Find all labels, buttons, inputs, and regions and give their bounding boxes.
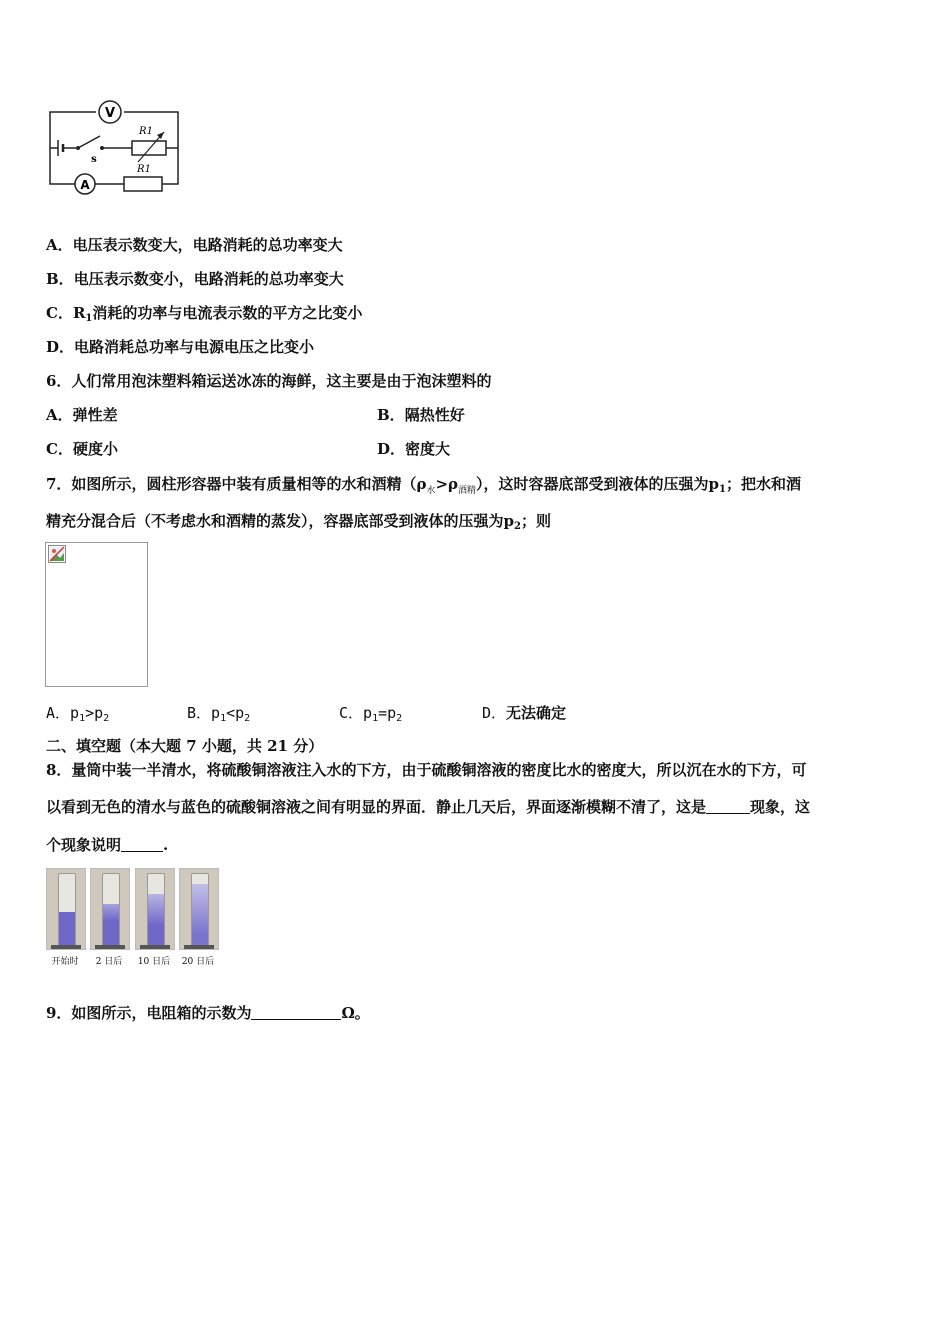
diffusion-photo-20days xyxy=(179,868,219,950)
q5-option-a[interactable]: A．电压表示数变大，电路消耗的总功率变大 xyxy=(46,236,343,254)
q8-blank-1[interactable] xyxy=(706,798,750,814)
q7-option-d[interactable]: D．无法确定 xyxy=(482,704,567,722)
caption-20days: 20 日后 xyxy=(181,957,215,967)
q9-blank[interactable] xyxy=(251,1004,341,1020)
q7-image-placeholder xyxy=(45,542,148,687)
q7-option-a[interactable]: A．$p_1>p_2$ xyxy=(46,704,110,724)
circuit-diagram xyxy=(44,98,186,206)
q8-line1: 8．量筒中装一半清水，将硫酸铜溶液注入水的下方，由于硫酸铜溶液的密度比水的密度大，所以沉在水的下方，可 xyxy=(46,761,807,779)
diffusion-photo-10days xyxy=(135,868,175,950)
q8-line2: 以看到无色的清水与蓝色的硫酸铜溶液之间有明显的界面．静止几天后，界面逐渐模糊不清了，这是 现象，这 xyxy=(46,798,811,816)
broken-image-icon xyxy=(48,545,66,563)
q8-line3: 个现象说明 . xyxy=(46,836,169,854)
q7-option-c[interactable]: C．$p_1=p_2$ xyxy=(339,704,403,724)
q6-option-c[interactable]: C．硬度小 xyxy=(46,440,118,458)
q5-option-c[interactable]: C．$R_1$消耗的功率与电流表示数的平方之比变小 xyxy=(46,304,363,324)
r1-fixed-label: R1 xyxy=(137,164,151,175)
q6-stem: 6．人们常用泡沫塑料箱运送冰冻的海鲜，这主要是由于泡沫塑料的 xyxy=(46,372,492,390)
caption-start: 开始时 xyxy=(51,957,79,967)
q7-option-b[interactable]: B．$p_1<p_2$ xyxy=(187,704,251,724)
q6-option-a[interactable]: A．弹性差 xyxy=(46,406,118,424)
caption-2days: 2 日后 xyxy=(95,957,123,967)
q7-stem-line1: 7．如图所示，圆柱形容器中装有质量相等的水和酒精$(\rho_水>\rho_{酒精})$，这时容器底部受到液体的压强为$p_1$；把水和酒 xyxy=(46,475,801,496)
ammeter-label: A xyxy=(80,178,90,192)
diffusion-photo-2days xyxy=(90,868,130,950)
caption-10days: 10 日后 xyxy=(137,957,171,967)
section-heading: 二、填空题（本大题 7 小题，共 21 分） xyxy=(46,737,324,755)
voltmeter-label: V xyxy=(104,106,116,121)
q8-blank-2[interactable] xyxy=(121,836,163,852)
q6-option-b[interactable]: B．隔热性好 xyxy=(377,406,465,424)
q5-option-b[interactable]: B．电压表示数变小，电路消耗的总功率变大 xyxy=(46,270,344,288)
q9-stem: 9．如图所示，电阻箱的示数为 Ω。 xyxy=(46,1004,370,1022)
switch-label: s xyxy=(91,154,97,165)
q5-option-d[interactable]: D．电路消耗总功率与电源电压之比变小 xyxy=(46,338,315,356)
q6-option-d[interactable]: D．密度大 xyxy=(377,440,451,458)
diffusion-photo-start xyxy=(46,868,86,950)
r1-variable-label: R1 xyxy=(139,126,153,137)
q7-stem-line2: 精充分混合后（不考虑水和酒精的蒸发），容器底部受到液体的压强为$p_2$；则 xyxy=(46,512,551,532)
